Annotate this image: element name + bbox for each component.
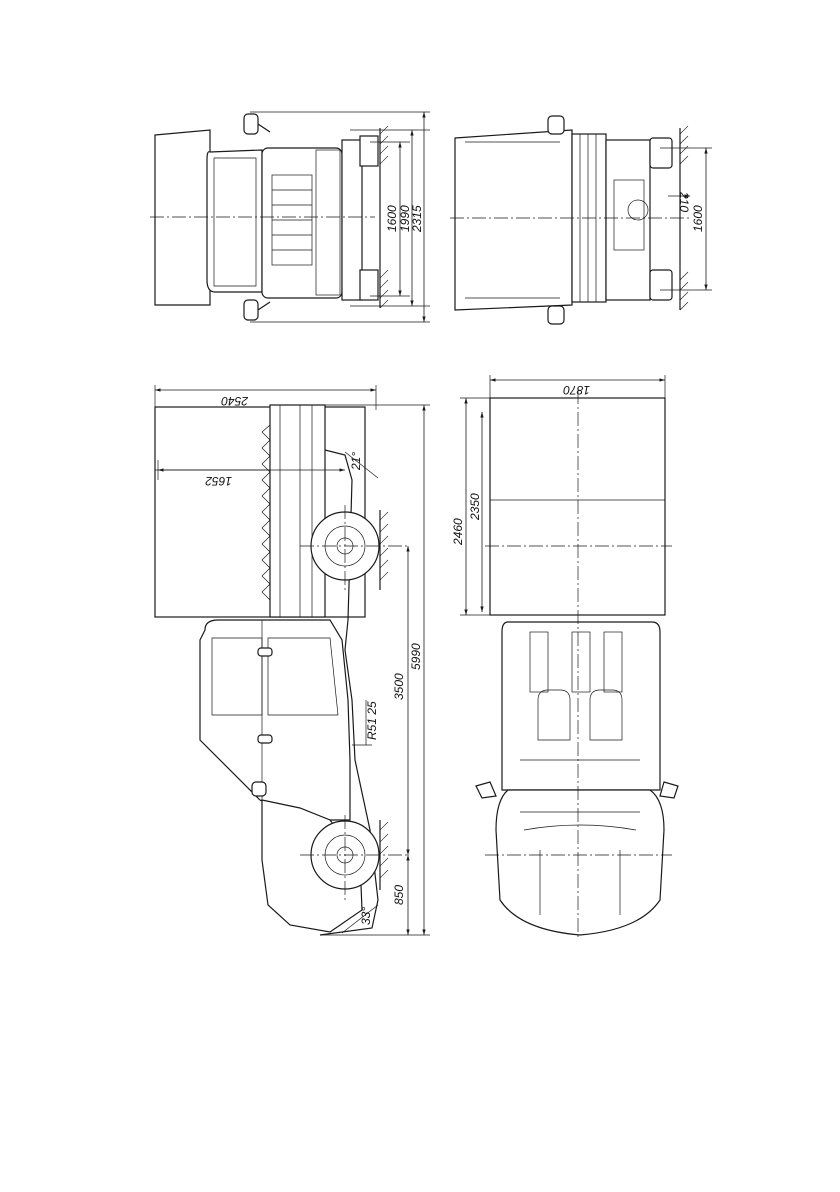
dim-front-track: 1600 — [385, 205, 399, 232]
dim-body-inner-length: 2350 — [468, 493, 482, 520]
dim-front-mirror-width: 1990 — [398, 205, 412, 232]
dim-front-total-width: 2315 — [410, 205, 424, 232]
dim-body-width: 1870 — [563, 383, 590, 397]
dim-overall-length: 5990 — [409, 643, 423, 670]
dim-front-overhang: 850 — [392, 884, 406, 905]
top-view — [451, 375, 678, 940]
dim-awning-height: 2540 — [221, 394, 248, 408]
dim-approach-angle: 33° — [359, 906, 373, 925]
dim-platform-height: 1652 — [205, 474, 232, 488]
dim-wheelbase: 3500 — [392, 673, 406, 700]
rear-view — [450, 116, 712, 324]
dim-body-length: 2460 — [451, 518, 465, 545]
front-view — [150, 112, 430, 322]
dim-rear-offset: 210 — [677, 192, 691, 213]
dim-turning-radius: R51 25 — [365, 701, 379, 740]
dim-rear-track: 1600 — [691, 205, 705, 232]
side-view — [155, 385, 430, 935]
dim-departure-angle: 21° — [349, 451, 363, 470]
